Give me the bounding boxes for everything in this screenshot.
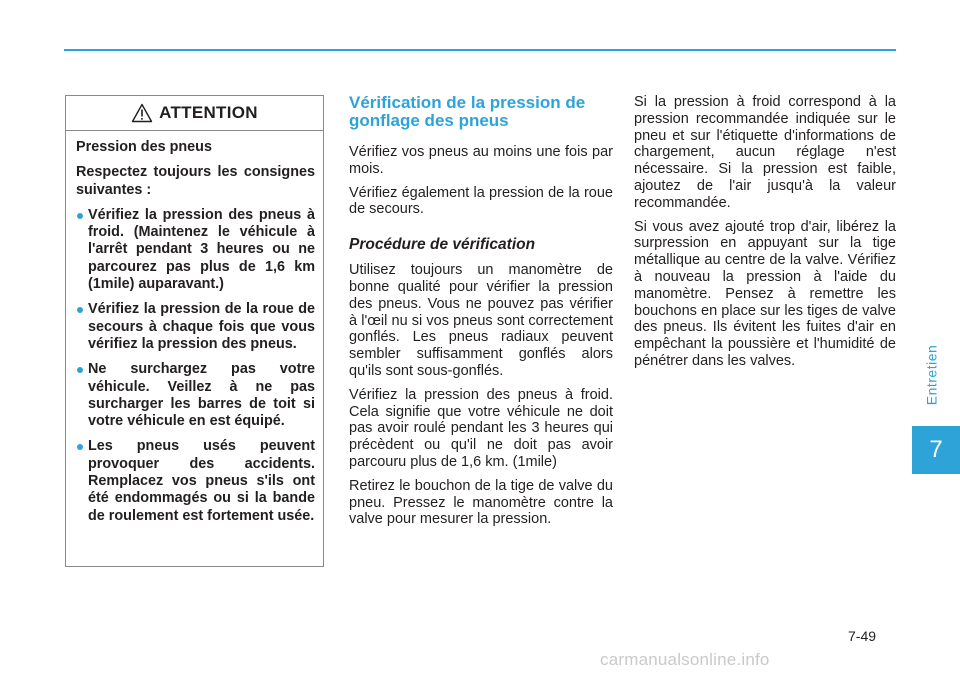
attention-item: Vérifiez la pression de la roue de secours à chaque fois que vous vérifiez la pression des pneus. — [76, 301, 315, 353]
paragraph: Si la pression à froid correspond à la pression recommandée indiquée sur le pneu et sur l'étiquette d'informations de chargement, aucun réglage n'est nécessaire. Si la pression est faible, ajoutez de l'air jusqu'à la valeur recommandée. — [634, 94, 896, 211]
paragraph: Si vous avez ajouté trop d'air, libérez la surpression en appuyant sur la tige métallique au centre de la valve. Vérifiez à nouveau la pression à l'aide du manomètre. Pensez à remettre les bouchons en place sur les tiges de valve des pneus. Ils évitent les fuites d'air en empêchant la poussière et l'humidité de pénétrer dans les valves. — [634, 218, 896, 369]
attention-item: Ne surchargez pas votre véhicule. Veillez à ne pas surcharger les barres de toit si votre véhicule en est équipé. — [76, 361, 315, 430]
attention-body — [66, 131, 323, 525]
header-rule — [64, 49, 896, 51]
paragraph: Utilisez toujours un manomètre de bonne qualité pour vérifier la pression des pneus. Vous ne pouvez pas vérifier à l'œil nu si vos pneus sont correctement gonflés. Les pneus radiaux peuvent sembler suffisamment gonflés alors qu'ils sont sous-gonflés. — [349, 262, 613, 379]
attention-item: Vérifiez la pression des pneus à froid. (Maintenez le véhicule à l'arrêt pendant 3 heures ou ne parcourez pas plus de 1,6 km (1mile) auparavant.) — [76, 207, 315, 293]
paragraph: Retirez le bouchon de la tige de valve du pneu. Pressez le manomètre contre la valve pour mesurer la pression. — [349, 477, 613, 528]
main-column — [349, 94, 613, 535]
paragraph: Vérifiez vos pneus au moins une fois par mois. — [349, 144, 613, 177]
paragraph: Vérifiez également la pression de la roue de secours. — [349, 184, 613, 218]
paragraph: Vérifiez la pression des pneus à froid. Cela signifie que votre véhicule ne doit pas avoir roulé pendant les 3 heures qui précèdent ou qu'il ne doit pas avoir parcouru plus de 1,6 km. (1mile) — [349, 386, 613, 470]
attention-header — [66, 96, 323, 131]
procedure-title: Procédure de vérification — [349, 236, 536, 254]
attention-heading: Pression des pneus — [76, 139, 212, 155]
attention-title: ATTENTION — [159, 103, 258, 122]
page-number: 7-49 — [848, 628, 877, 644]
attention-intro: Respectez toujours les consignes suivantes : — [76, 164, 315, 198]
chapter-side-label — [918, 330, 944, 420]
right-column — [634, 94, 896, 377]
attention-list — [76, 207, 315, 525]
attention-box — [65, 95, 324, 567]
section-title: Vérification de la pression de gonflage des pneus — [349, 93, 586, 130]
warning-triangle-icon — [131, 103, 153, 123]
chapter-name: Entretien — [923, 344, 940, 406]
attention-item: Les pneus usés peuvent provoquer des accidents. Remplacez vos pneus s'ils ont été endommagés ou si la bande de roulement est fortement usée. — [76, 438, 315, 524]
watermark: carmanualsonline.info — [600, 650, 770, 669]
chapter-tab[interactable]: 7 — [912, 426, 960, 474]
